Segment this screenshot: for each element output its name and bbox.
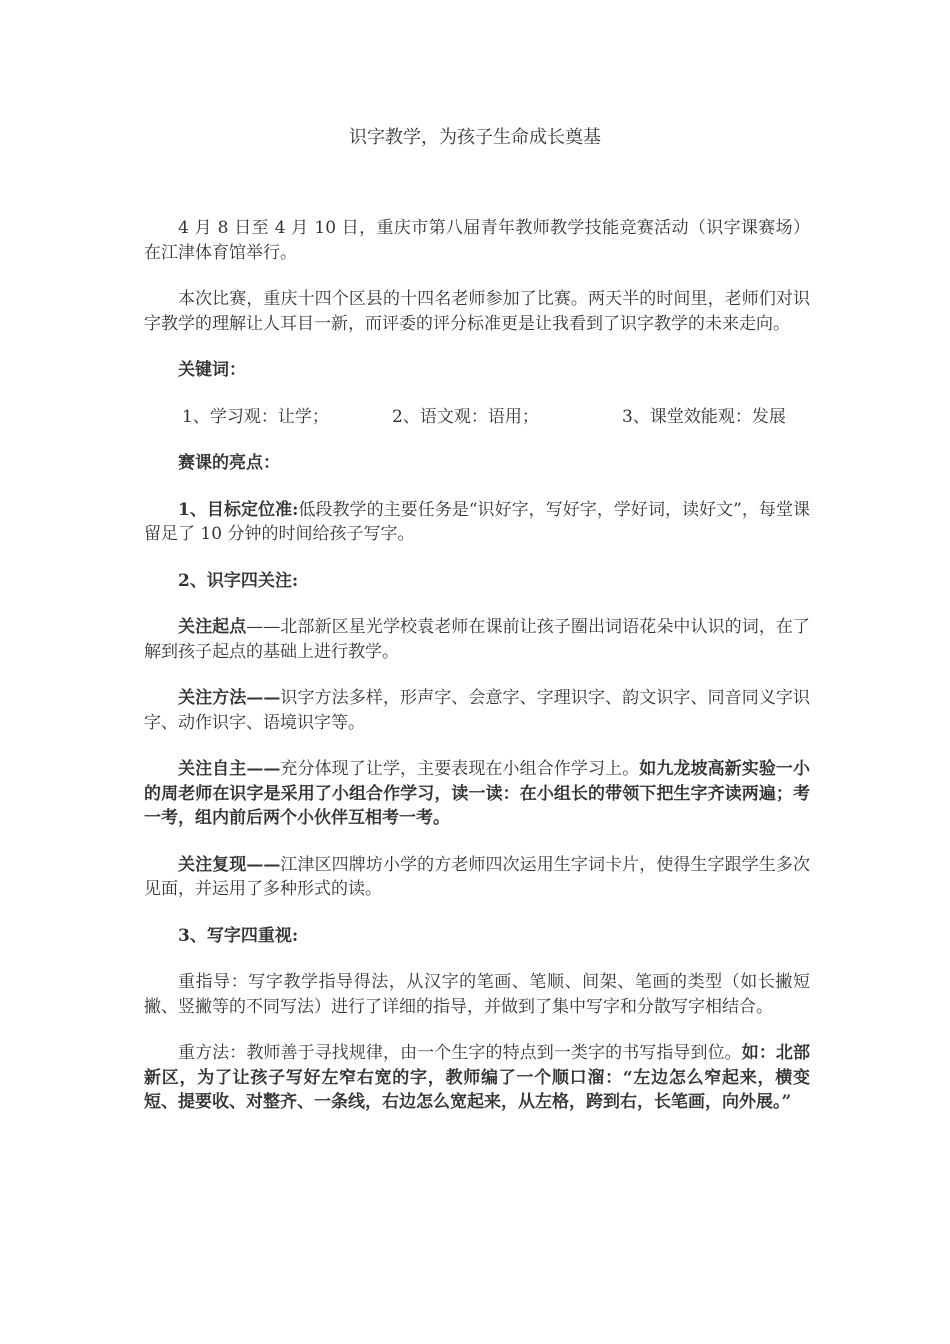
writing-method-example: 如：北部新区，为了让孩子写好左窄右宽的字，教师编了一个顺口溜：“左边怎么窄起来，横变短、提要收、对整齐、一条线，右边怎么宽起来，从左格，跨到右，长笔画，向外展。” xyxy=(144,1043,810,1112)
highlight-1-paragraph xyxy=(144,498,810,547)
keywords-heading: 关键词： xyxy=(178,360,246,380)
focus-start-label: 关注起点 xyxy=(178,617,247,637)
intro-paragraph-2: 本次比赛，重庆十四个区县的十四名老师参加了比赛。两天半的时间里，老师们对识字教学的理解让人耳目一新，而评委的评分标准更是让我看到了识字教学的未来走向。 xyxy=(144,289,810,334)
page-title: 识字教学，为孩子生命成长奠基 xyxy=(349,127,601,148)
focus-review-paragraph xyxy=(144,853,810,902)
focus-autonomy-label: 关注自主—— xyxy=(178,759,281,779)
highlight-2-heading: 2、识字四关注: xyxy=(178,570,299,591)
writing-method-text: 重方法：教师善于寻找规律，由一个生字的特点到一类字的书写指导到位。 xyxy=(178,1043,742,1063)
keyword-item: 2、语文观：语用； xyxy=(392,406,539,427)
keyword-item: 3、课堂效能观：发展 xyxy=(622,406,786,427)
focus-method-label: 关注方法—— xyxy=(178,688,281,708)
highlight-3-heading: 3、写字四重视: xyxy=(178,925,299,946)
focus-review-label: 关注复现—— xyxy=(178,854,281,875)
keywords-row xyxy=(144,405,810,430)
highlight-1-text: 低段教学的主要任务是“识好字，写好字，学好词，读好文”，每堂课留足了 10 分钟的时间给孩子写字。 xyxy=(144,499,810,544)
writing-method-paragraph xyxy=(144,1041,810,1115)
keyword-item: 1、学习观：让学； xyxy=(182,406,329,427)
focus-autonomy-text: 充分体现了让学，主要表现在小组合作学习上。 xyxy=(280,759,640,779)
focus-start-paragraph xyxy=(144,615,810,664)
focus-review-text: 江津区四牌坊小学的方老师四次运用生字词卡片，使得生字跟学生多次见面，并运用了多种形式的读。 xyxy=(144,854,810,899)
highlight-1-label: 1、目标定位准: xyxy=(178,499,299,520)
focus-method-text: 识字方法多样，形声字、会意字、字理识字、韵文识字、同音同义字识字、动作识字、语境识字等。 xyxy=(144,688,810,733)
document-body xyxy=(144,216,810,1137)
highlights-heading: 赛课的亮点： xyxy=(178,453,280,473)
writing-guidance-paragraph: 重指导：写字教学指导得法，从汉字的笔画、笔顺、间架、笔画的类型（如长撇短撇、竖撇等的不同写法）进行了详细的指导，并做到了集中写字和分散写字相结合。 xyxy=(144,972,810,1017)
focus-autonomy-paragraph xyxy=(144,757,810,831)
focus-start-text: ——北部新区星光学校袁老师在课前让孩子圈出词语花朵中认识的词，在了解到孩子起点的基础上进行教学。 xyxy=(144,617,810,662)
focus-method-paragraph xyxy=(144,686,810,735)
intro-paragraph-1: 4 月 8 日至 4 月 10 日，重庆市第八届青年教师教学技能竞赛活动（识字课赛场）在江津体育馆举行。 xyxy=(144,218,810,263)
focus-autonomy-example: 如九龙坡高新实验一小的周老师在识字是采用了小组合作学习，读一读：在小组长的带领下把生字齐读两遍；考一考，组内前后两个小伙伴互相考一考。 xyxy=(144,759,811,828)
